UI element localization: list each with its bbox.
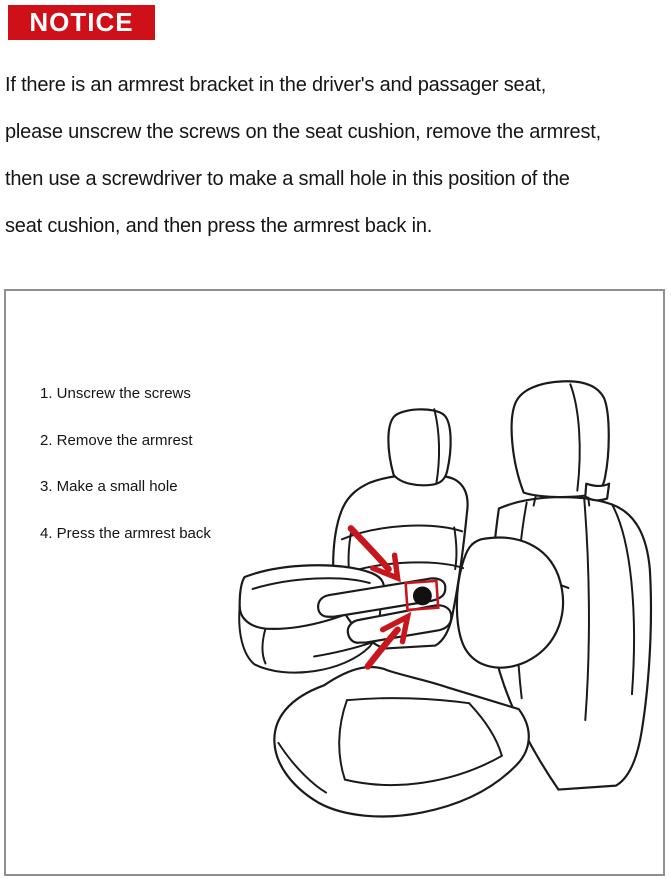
hole-marker-dot — [413, 586, 432, 605]
instructions-paragraph — [5, 62, 671, 250]
notice-label: NOTICE — [29, 7, 134, 37]
paragraph-line-1: If there is an armrest bracket in the driver's and passager seat, — [5, 74, 547, 96]
diagram-panel — [4, 289, 665, 876]
step-1: 1. Unscrew the screws — [40, 385, 191, 402]
paragraph-line-3: then use a screwdriver to make a small hole in this position of the — [5, 168, 570, 190]
notice-banner — [8, 5, 155, 40]
step-4: 4. Press the armrest back — [40, 524, 211, 542]
step-3: 3. Make a small hole — [40, 478, 178, 495]
step-2: 2. Remove the armrest — [40, 431, 193, 449]
paragraph-line-2: please unscrew the screws on the seat cushion, remove the armrest, — [5, 121, 601, 143]
paragraph-line-4: seat cushion, and then press the armrest back in. — [5, 215, 433, 237]
seat-diagram — [6, 291, 663, 874]
